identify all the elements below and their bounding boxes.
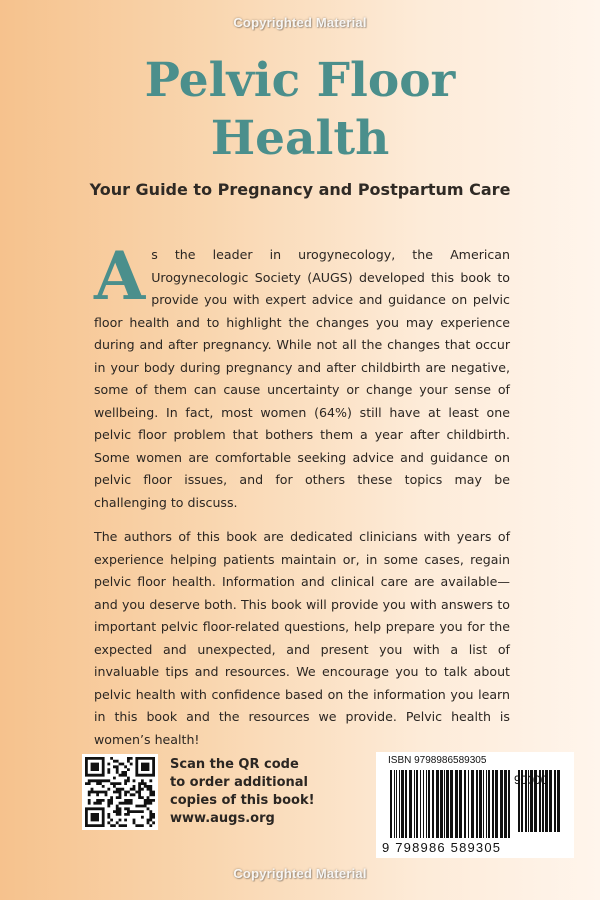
back-cover-blurb xyxy=(94,237,510,763)
qr-instructions xyxy=(170,756,360,828)
book-title-line-2: Health xyxy=(210,111,390,166)
watermark-bottom: Copyrighted Material xyxy=(233,866,367,881)
drop-cap: A xyxy=(94,237,146,315)
isbn-barcode-block xyxy=(376,752,574,858)
book-subtitle: Your Guide to Pregnancy and Postpartum Care xyxy=(89,180,511,199)
blurb-paragraph-2: The authors of this book are dedicated clinicians with years of experience helping patients maintain or, in some cases, regain pelvic floor health. Information and clinical care are available—and you deserve both. This book will provide you with answers to important pelvic floor-related questions, help prepare you for the expected and unexpected, and present you with a list of invaluable tips and resources. We encourage you to talk about pelvic health with confidence based on the information you learn in this book and the resources we provide. Pelvic health is women’s health! xyxy=(94,529,510,747)
barcode-digits: 9 798986 589305 xyxy=(382,840,502,855)
qr-instructions-line-1: Scan the QR code xyxy=(170,757,299,772)
watermark-top: Copyrighted Material xyxy=(233,15,367,30)
blurb-paragraph-1-text: s the leader in urogynecology, the American Urogynecologic Society (AUGS) developed this book to provide you with expert advice and guidance on pelvic floor health and to highlight the changes you may experience during and after pregnancy. While not all the changes that occur in your body during pregnancy and after childbirth are negative, some of them can cause uncertainty or change your sense of wellbeing. In fact, most women (64%) still have at least one pelvic floor problem that bothers them a year after childbirth. Some women are comfortable seeking advice and guidance on pelvic floor issues, and for others these topics may be challenging to discuss. xyxy=(94,247,510,510)
qr-instructions-line-2: to order additional xyxy=(170,775,308,790)
price-code: 90000 xyxy=(514,773,548,787)
qr-code[interactable] xyxy=(82,754,158,830)
book-title-line-1: Pelvic Floor xyxy=(144,53,456,108)
book-title xyxy=(0,52,600,168)
website-link[interactable]: www.augs.org xyxy=(170,811,275,826)
qr-code-icon xyxy=(82,754,158,830)
qr-instructions-line-3: copies of this book! xyxy=(170,793,315,808)
blurb-paragraph-1 xyxy=(94,237,510,514)
isbn-label: ISBN 9798986589305 xyxy=(388,755,487,766)
